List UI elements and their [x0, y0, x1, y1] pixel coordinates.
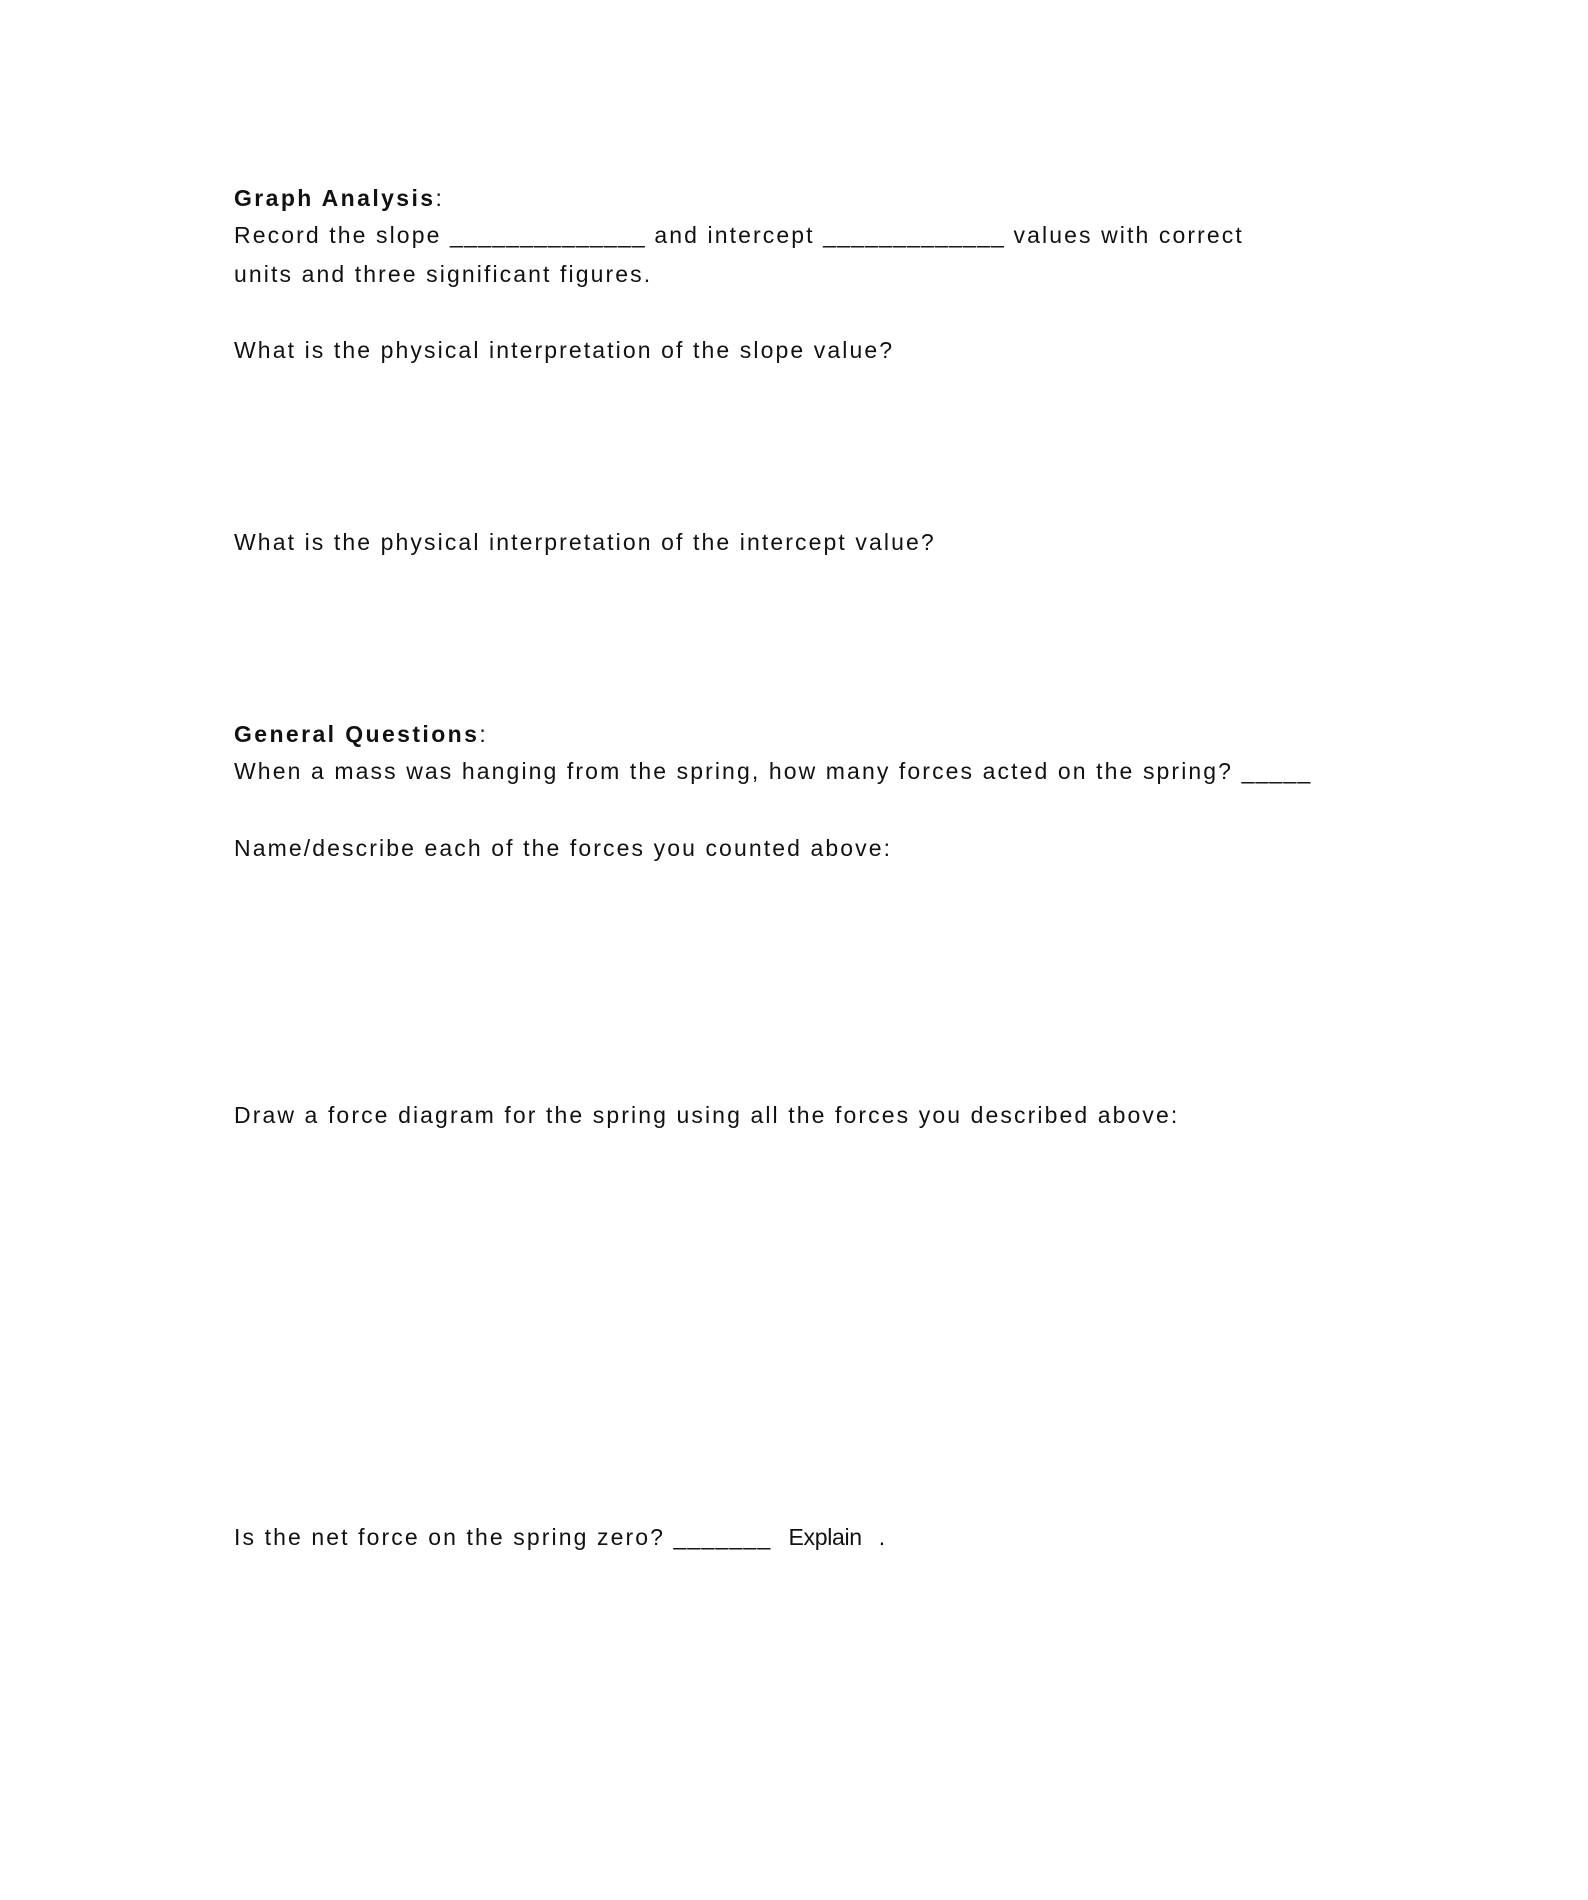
- net-force-text: Is the net force on the spring zero?: [234, 1524, 674, 1550]
- question-intercept-interpretation: What is the physical interpretation of the intercept value?: [234, 529, 936, 555]
- question-net-force: [234, 1522, 887, 1552]
- answer-area-slope[interactable]: [234, 372, 1354, 522]
- slope-blank-field[interactable]: ______________: [449, 222, 646, 248]
- drawing-area-force-diagram[interactable]: [234, 1137, 1354, 1507]
- net-force-blank-field[interactable]: _______: [673, 1524, 772, 1550]
- graph-analysis-title: Graph Analysis: [234, 185, 436, 211]
- question-name-forces: Name/describe each of the forces you counted above:: [234, 835, 893, 861]
- answer-area-intercept[interactable]: [234, 564, 1354, 714]
- explain-label: Explain: [788, 1524, 862, 1550]
- general-questions-heading: [234, 719, 488, 749]
- record-mid-text: and intercept: [645, 222, 824, 248]
- answer-area-name-forces[interactable]: [234, 870, 1354, 1090]
- question-force-diagram: Draw a force diagram for the spring using all the forces you described above:: [234, 1102, 1180, 1128]
- question-slope-interpretation: What is the physical interpretation of the slope value?: [234, 337, 895, 363]
- record-slope-intercept-line: [234, 220, 1244, 250]
- heading-colon: :: [435, 185, 445, 211]
- answer-area-explain[interactable]: [234, 1560, 1354, 1840]
- intercept-blank-field[interactable]: _____________: [823, 222, 1006, 248]
- record-prefix-text: Record the slope: [234, 222, 450, 248]
- record-line-2: units and three significant figures.: [234, 261, 653, 287]
- graph-analysis-heading: [234, 183, 444, 213]
- record-suffix-text: values with correct: [1005, 222, 1244, 248]
- forces-count-blank-field[interactable]: _____: [1241, 758, 1312, 784]
- heading-colon: :: [479, 721, 489, 747]
- forces-count-text: When a mass was hanging from the spring, how many forces acted on the spring?: [234, 758, 1242, 784]
- general-questions-title: General Questions: [234, 721, 480, 747]
- question-forces-count: [234, 756, 1312, 786]
- explain-period: .: [878, 1524, 888, 1550]
